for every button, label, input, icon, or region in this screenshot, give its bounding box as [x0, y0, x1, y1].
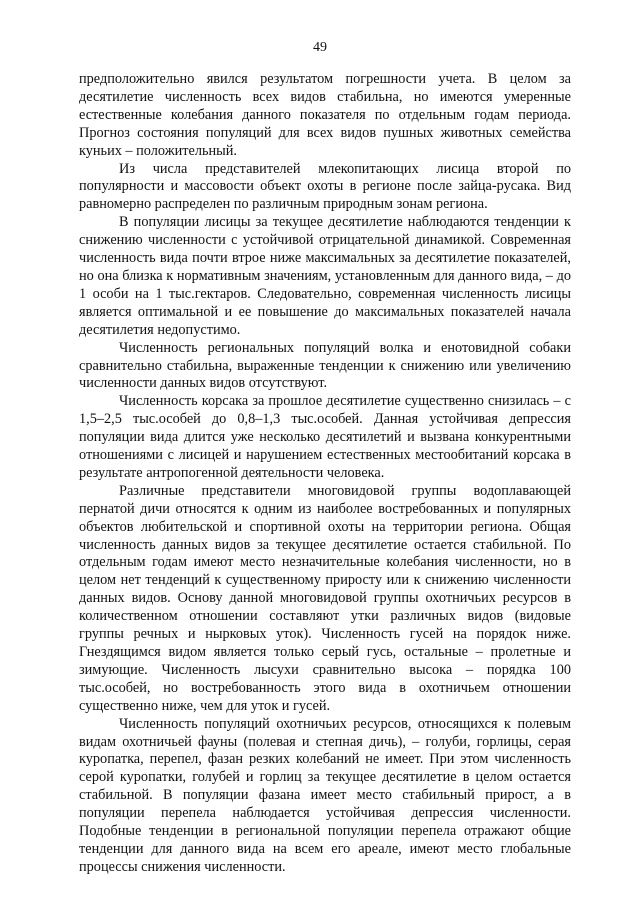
paragraph-2: Из числа представителей млекопитающих лисица второй по популярности и массовости объект охоты в регионе после зайца-русака. Вид равномерно распределен по различным природным зонам региона. — [79, 160, 571, 213]
paragraph-4: Численность региональных популяций волка и енотовидной собаки сравнительно стабильна, выраженные тенденции к снижению или увеличению численности данных видов отсутствуют. — [79, 339, 571, 392]
body-text — [79, 71, 571, 877]
paragraph-1: предположительно явился результатом погрешности учета. В целом за десятилетие численность всех видов стабильна, но имеются умеренные естественные колебания данного показателя по отдельным годам периода. Прогноз состояния популяций для всех видов пушных животных семейства куньих – положительный. — [79, 71, 571, 159]
paragraph-7: Численность популяций охотничьих ресурсов, относящихся к полевым видам охотничьей фауны (полевая и степная дичь), – голуби, горлицы, серая куропатка, перепел, фазан резких колебаний не имеет. При этом численность серой куропатки, голубей и горлиц за текущее десятилетие в целом остается стабильной. В популяции фазана имеет место стабильный прирост, а в популяции перепела наблюдается устойчивая депрессия численности. Подобные тенденции в региональной популяции перепела отражают общие тенденции для данного вида на всем его ареале, имеют место глобальные процессы снижения численности. — [79, 715, 571, 875]
paragraph-6: Различные представители многовидовой группы водоплавающей пернатой дичи относятся к одним из наиболее востребованных и популярных объектов любительской и спортивной охоты на территории региона. Общая численность данных видов за текущее десятилетие остается стабильной. По отдельным годам имеют место незначительные колебания численности, но в целом нет тенденций к существенному приросту или к снижению численности данных видов. Основу данной многовидовой группы охотничьих ресурсов в количественном отношении составляют утки различных видов (видовые группы речных и нырковых уток). Численность гусей на порядок ниже. Гнездящимся видом является только серый гусь, остальные – пролетные и зимующие. Численность лысухи сравнительно высока – порядка 100 тыс.особей, но востребованность этого вида в охотничьем отношении существенно ниже, чем для уток и гусей. — [79, 482, 571, 714]
paragraph-5: Численность корсака за прошлое десятилетие существенно снизилась – с 1,5–2,5 тыс.особей до 0,8–1,3 тыс.особей. Данная устойчивая депрессия популяции вида длится уже несколько десятилетий и вызвана конкурентными отношениями с лисицей и нарушением естественных местообитаний корсака в результате антропогенной деятельности человека. — [79, 393, 571, 481]
paragraph-3: В популяции лисицы за текущее десятилетие наблюдаются тенденции к снижению численности с устойчивой отрицательной динамикой. Современная численность вида почти втрое ниже максимальных за десятилетие показателей, но она близка к нормативным значениям, установленным для данного вида, – до 1 особи на 1 тыс.гектаров. Следовательно, современная численность лисицы является оптимальной и ее повышение до максимальных показателей начала десятилетия недопустимо. — [79, 214, 571, 338]
page-number: 49 — [313, 40, 327, 55]
